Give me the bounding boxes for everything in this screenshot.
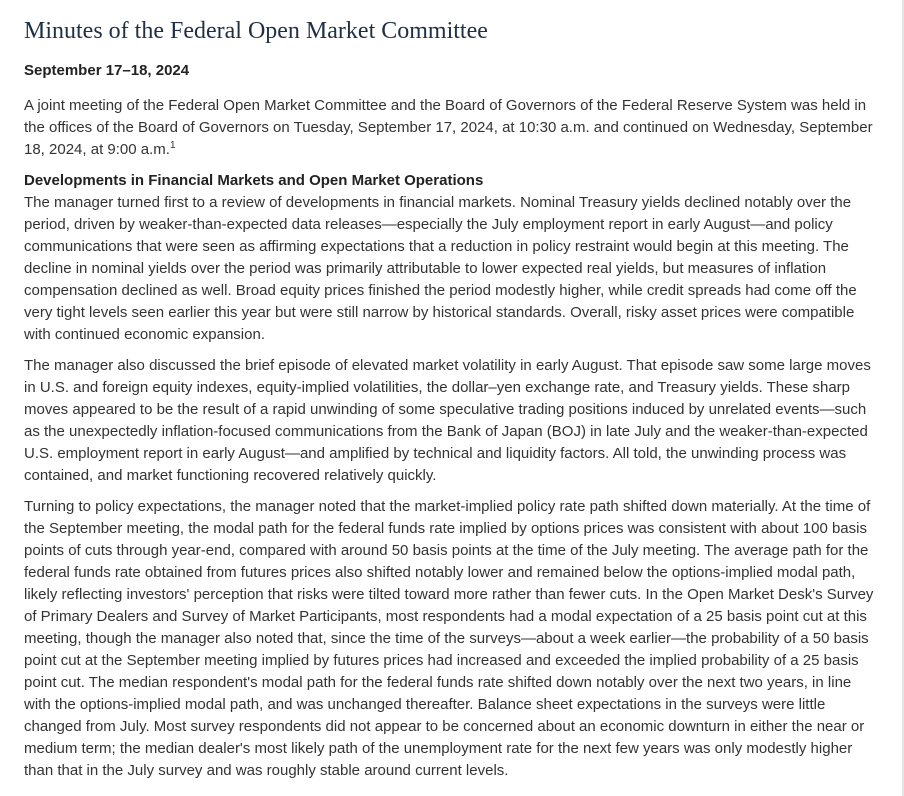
meeting-date: September 17–18, 2024: [24, 62, 190, 79]
document-page: [24, 16, 876, 791]
intro-text: A joint meeting of the Federal Open Market Committee and the Board of Governors of the Federal Reserve System was held in the offices of the Board of Governors on Tuesday, September 17, 2024, at 10:30 a.m. and continued on Wednesday, September 18, 2024, at 9:00 a.m.: [24, 97, 873, 158]
page-title: Minutes of the Federal Open Market Committee: [24, 18, 488, 44]
body-paragraph-3: Turning to policy expectations, the manager noted that the market-implied policy rate path shifted down materially. At the time of the September meeting, the modal path for the federal funds rate implied by options prices was consistent with about 100 basis points of cuts through year-end, compared with around 50 basis points at the time of the July meeting. The average path for the federal funds rate obtained from futures prices also shifted notably lower and remained below the options-implied modal path, likely reflecting investors' perception that risks were tilted toward more rather than fewer cuts. In the Open Market Desk's Survey of Primary Dealers and Survey of Market Participants, most respondents had a modal expectation of a 25 basis point cut at this meeting, though the manager also noted that, since the time of the surveys—about a week earlier—the probability of a 50 basis point cut at the September meeting implied by futures prices had increased and exceeded the implied probability of a 25 basis point cut. The median respondent's modal path for the federal funds rate shifted down notably over the next two years, in line with the options-implied modal path, and was unchanged thereafter. Balance sheet expectations in the surveys were little changed from July. Most survey respondents did not appear to be concerned about an economic downturn in either the near or medium term; the median dealer's most likely path of the unemployment rate for the next few years was only modestly higher than that in the July survey and was roughly stable around current levels.: [24, 498, 874, 779]
footnote-link[interactable]: 1: [169, 140, 176, 151]
body-paragraph-2: The manager also discussed the brief episode of elevated market volatility in early August. That episode saw some large moves in U.S. and foreign equity indexes, equity-implied volatilities, the dollar–yen exchange rate, and Treasury yields. These sharp moves appeared to be the result of a rapid unwinding of some speculative trading positions induced by unrelated events—such as the unexpectedly inflation-focused communications from the Bank of Japan (BOJ) in late July and the weaker-than-expected U.S. employment report in early August—and amplified by technical and liquidity factors. All told, the unwinding process was contained, and market functioning recovered relatively quickly.: [24, 357, 871, 484]
intro-paragraph: [24, 95, 876, 161]
section-heading: Developments in Financial Markets and Open Market Operations: [24, 172, 484, 189]
body-paragraph-1: The manager turned first to a review of developments in financial markets. Nominal Treasury yields declined notably over the period, driven by weaker-than-expected data releases—especially the July employment report in early August—and policy communications that were seen as affirming expectations that a reduction in policy restraint would begin at this meeting. The decline in nominal yields over the period was primarily attributable to lower expected real yields, but measures of inflation compensation declined as well. Broad equity prices finished the period modestly higher, while credit spreads had come off the very tight levels seen earlier this year but were still narrow by historical standards. Overall, risky asset prices were compatible with continued economic expansion.: [24, 194, 857, 343]
